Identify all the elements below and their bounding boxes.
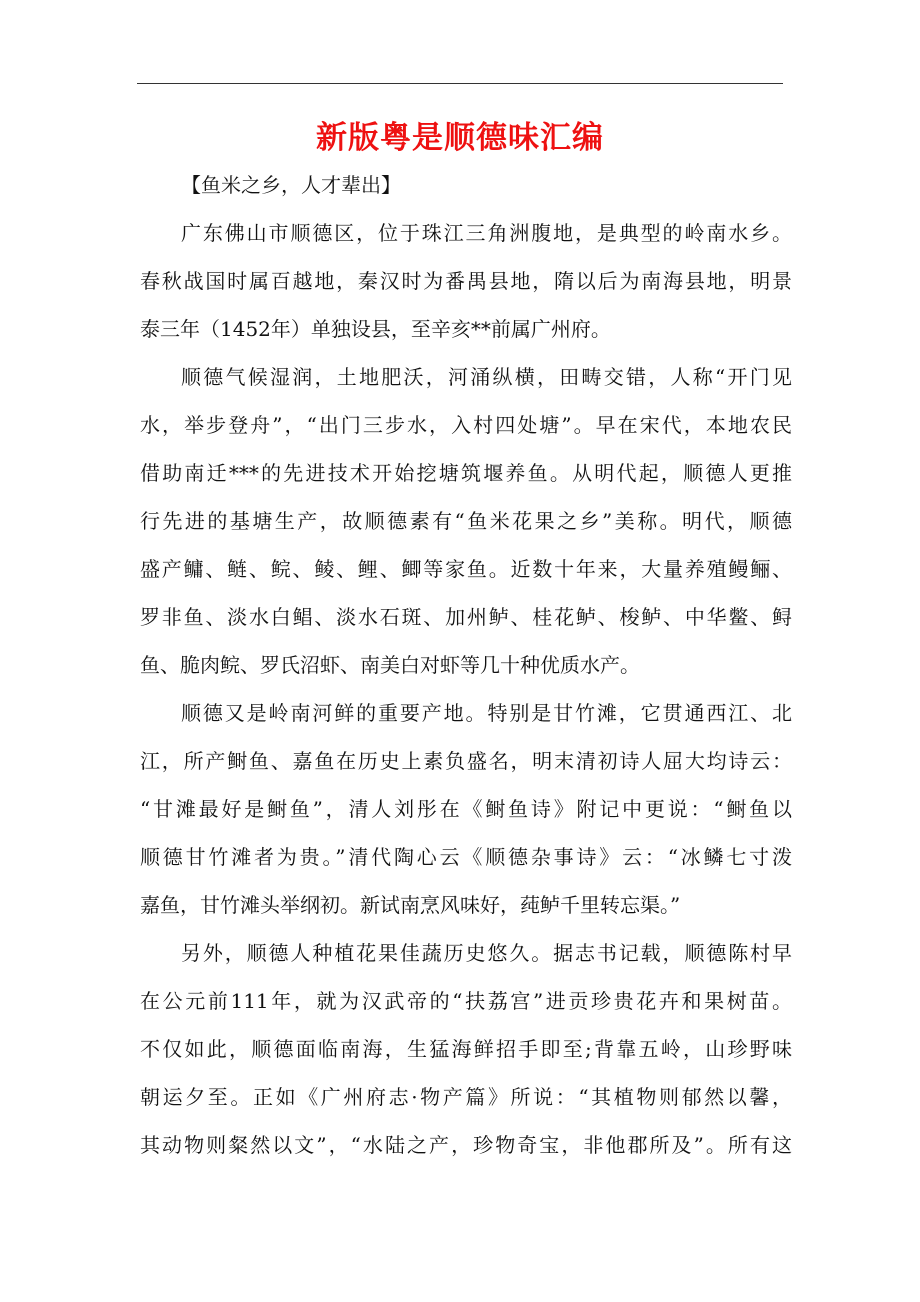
paragraph-line: 另外，顺德人种植花果佳蔬历史悠久。据志书记载，顺德陈村早 [181, 941, 792, 965]
paragraph-line: 在公元前111年，就为汉武帝的“扶荔宫”进贡珍贵花卉和果树苗。 [140, 989, 792, 1013]
paragraph-line: 鱼、脆肉鲩、罗氏沼虾、南美白对虾等几十种优质水产。 [140, 653, 640, 677]
paragraph-line: “甘滩最好是鲥鱼”，清人刘彤在《鲥鱼诗》附记中更说：“鲥鱼以 [140, 797, 792, 821]
paragraph-line: 借助南迁***的先进技术开始挖塘筑堰养鱼。从明代起，顺德人更推 [140, 461, 792, 485]
paragraph-line: 顺德气候湿润，土地肥沃，河涌纵横，田畴交错，人称“开门见 [181, 365, 792, 389]
paragraph-line: 春秋战国时属百越地，秦汉时为番禺县地，隋以后为南海县地，明景 [140, 269, 792, 293]
paragraph-line: 江，所产鲥鱼、嘉鱼在历史上素负盛名，明末清初诗人屈大均诗云： [140, 749, 792, 773]
paragraph-line: 顺德又是岭南河鲜的重要产地。特别是甘竹滩，它贯通西江、北 [181, 701, 792, 725]
paragraph-line: 不仅如此，顺德面临南海，生猛海鲜招手即至;背靠五岭，山珍野味 [140, 1037, 792, 1061]
paragraph-line: 水，举步登舟”，“出门三步水，入村四处塘”。早在宋代，本地农民 [140, 413, 792, 437]
paragraph-line: 广东佛山市顺德区，位于珠江三角洲腹地，是典型的岭南水乡。 [181, 221, 792, 245]
document-body [140, 168, 792, 1176]
paragraph-line: 罗非鱼、淡水白鲳、淡水石斑、加州鲈、桂花鲈、梭鲈、中华鳖、鲟 [140, 605, 792, 629]
paragraph-line: 泰三年（1452年）单独设县，至辛亥**前属广州府。 [140, 317, 611, 341]
paragraph-line: 盛产鳙、鲢、鲩、鲮、鲤、鲫等家鱼。近数十年来，大量养殖鳗鲡、 [140, 557, 792, 581]
paragraph-line: 嘉鱼，甘竹滩头举纲初。新试南烹风味好，莼鲈千里转忘渠。” [140, 893, 681, 917]
paragraph-line: 行先进的基塘生产，故顺德素有“鱼米花果之乡”美称。明代，顺德 [140, 509, 792, 533]
header-rule [137, 83, 783, 84]
paragraph-line: 其动物则粲然以文”，“水陆之产，珍物奇宝，非他郡所及”。所有这 [140, 1133, 792, 1157]
document-title: 新版粤是顺德味汇编 [316, 120, 604, 156]
paragraph-line: 顺德甘竹滩者为贵。”清代陶心云《顺德杂事诗》云：“冰鳞七寸泼 [140, 845, 792, 869]
section-heading: 【鱼米之乡，人才辈出】 [181, 173, 401, 197]
paragraph-line: 朝运夕至。正如《广州府志·物产篇》所说：“其植物则郁然以馨， [140, 1085, 792, 1109]
